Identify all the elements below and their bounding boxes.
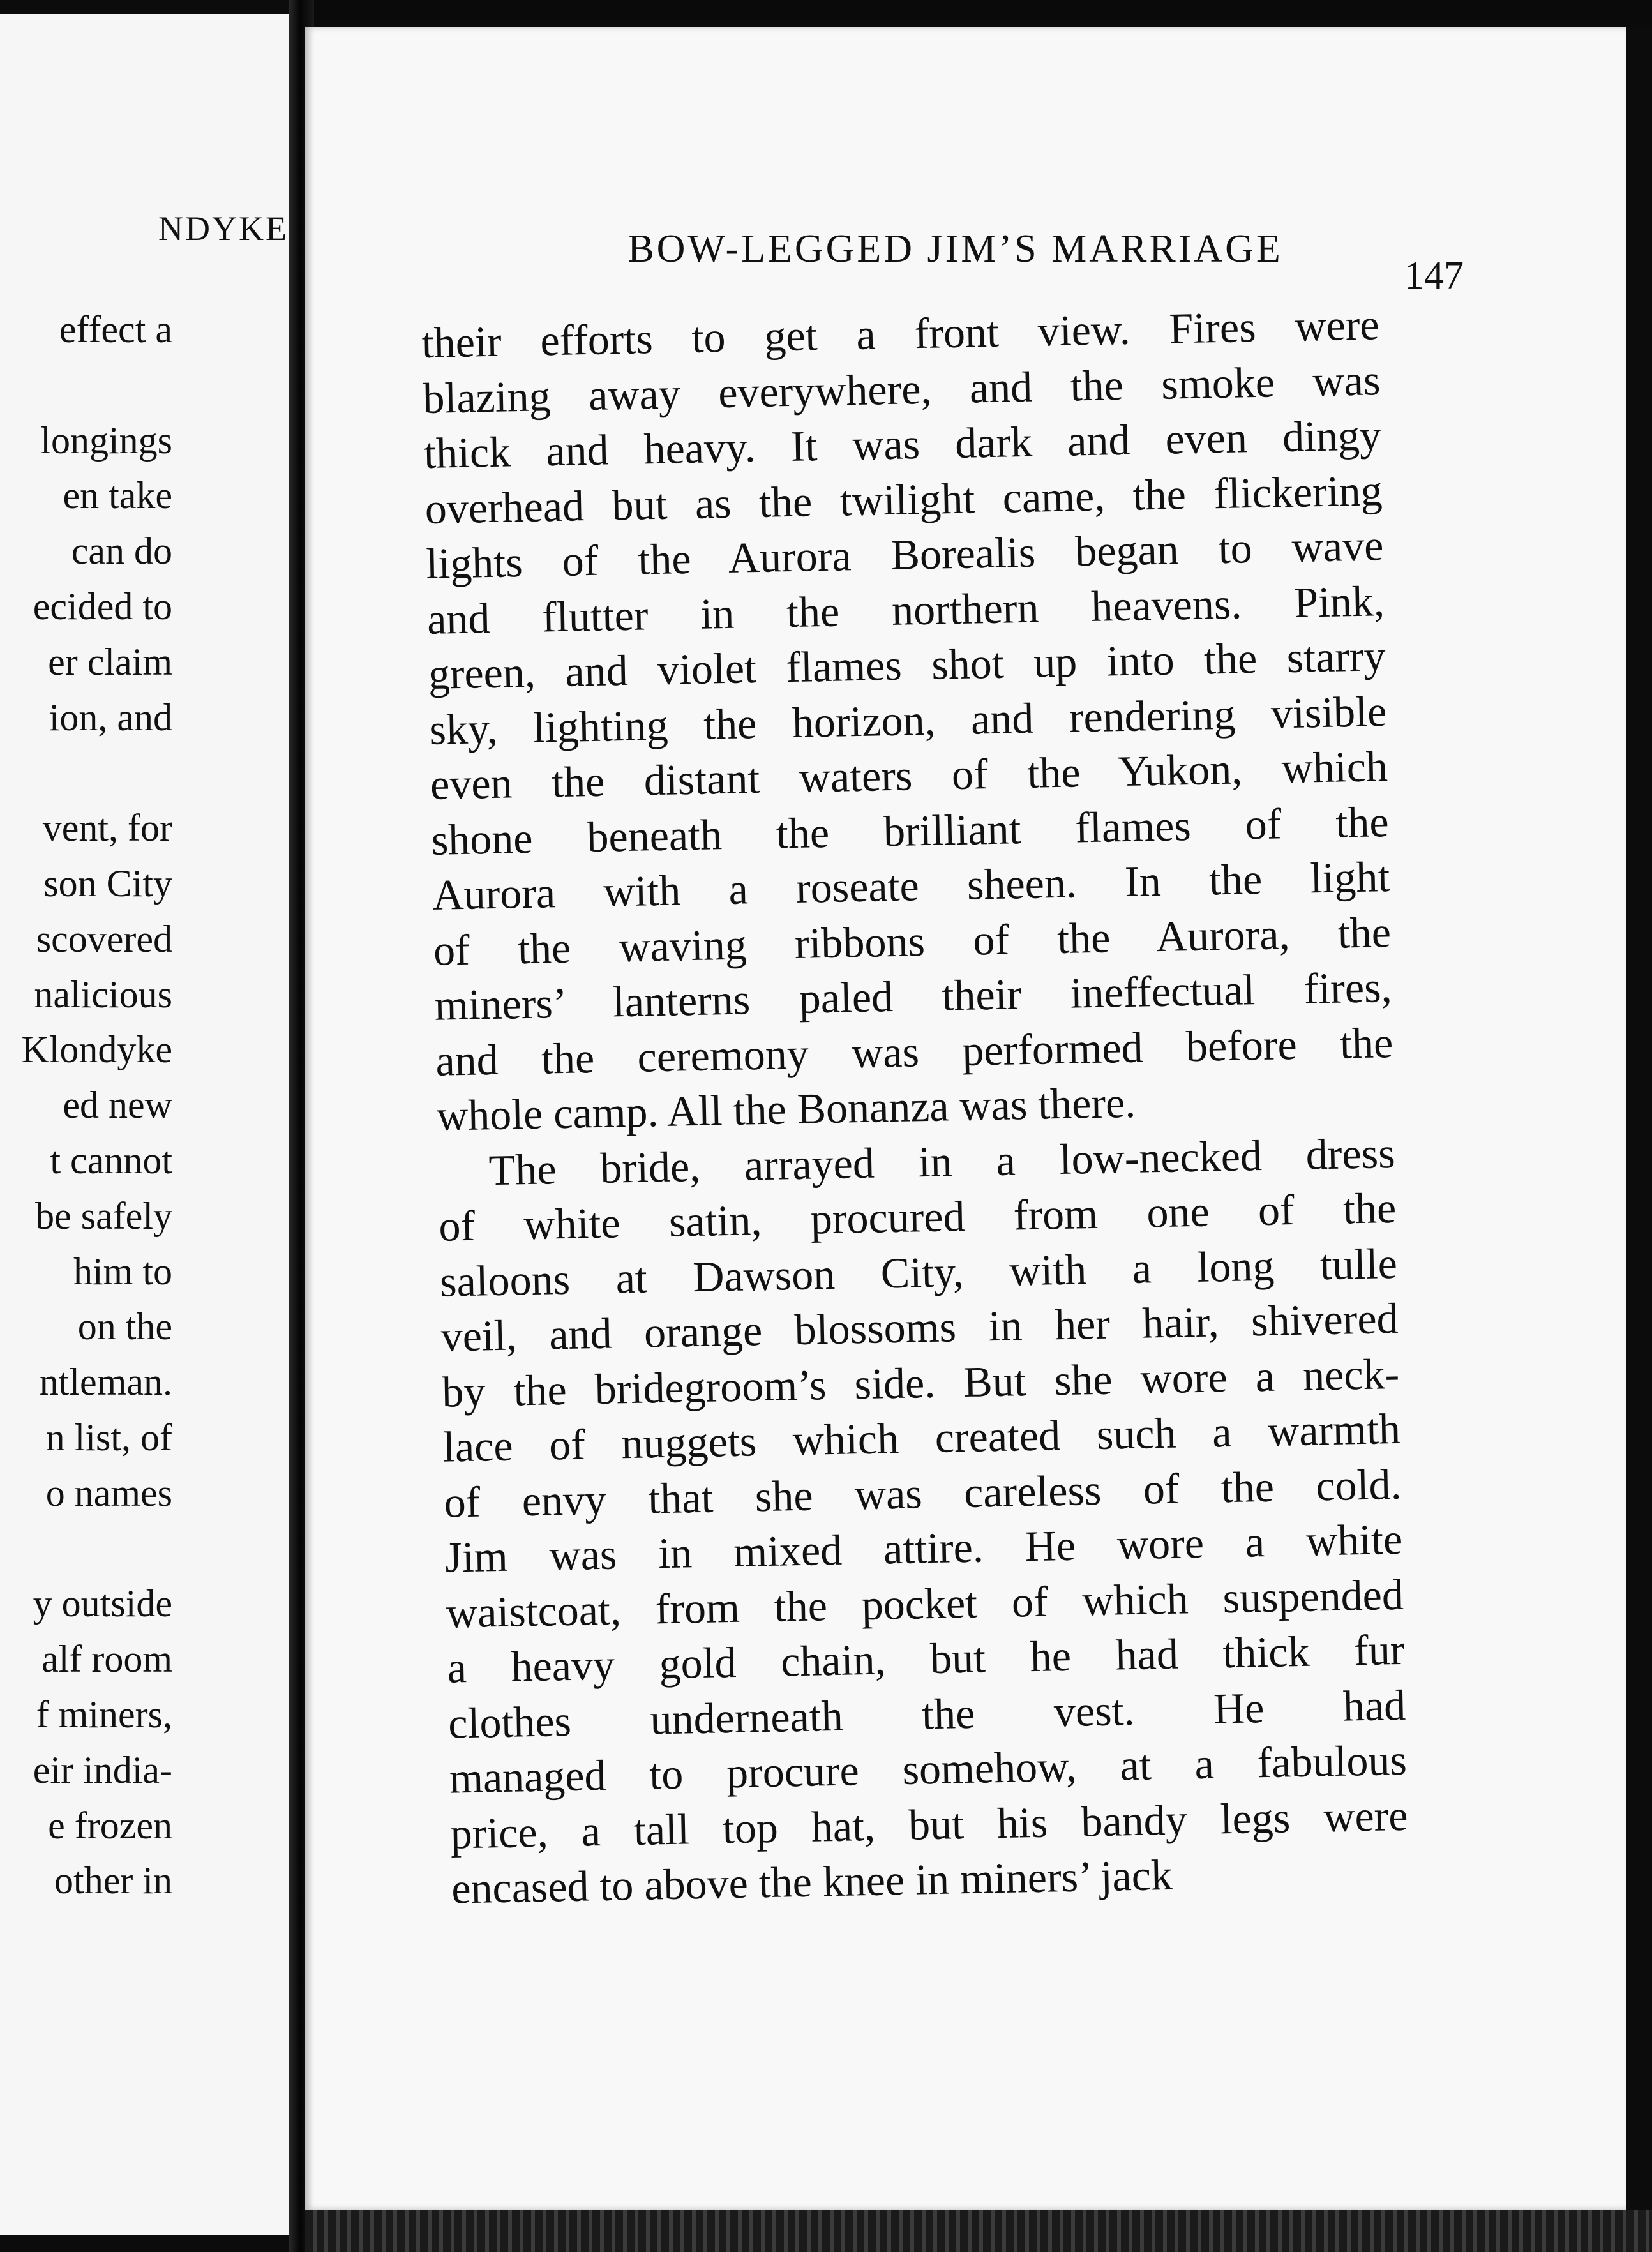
left-text-line: y outside (33, 1582, 172, 1625)
text-line: price, a tall top hat, but his bandy legs were (449, 1790, 1409, 1858)
text-line: lace of nuggets which created such a warmth (442, 1404, 1401, 1471)
right-page (305, 27, 1626, 2210)
left-text-line: longings (40, 419, 172, 462)
left-text-line: him to (73, 1250, 172, 1293)
text-line: a heavy gold chain, but he had thick fur (446, 1625, 1406, 1692)
text-line: their efforts to get a front view. Fires were (421, 300, 1380, 367)
left-text-line: be safely (35, 1194, 172, 1237)
left-text-line: eir india- (33, 1748, 172, 1791)
text-line: encased to above the knee in miners’ jack (451, 1850, 1173, 1913)
text-line: and flutter in the northern heavens. Pink, (426, 576, 1385, 643)
left-text-line: scovered (36, 917, 172, 960)
text-line: miners’ lanterns paled their ineffectual fires, (434, 963, 1393, 1030)
left-text-line: er claim (48, 640, 172, 683)
text-line: of the waving ribbons of the Aurora, the (433, 907, 1392, 975)
text-line: Jim was in mixed attire. He wore a white (444, 1514, 1403, 1582)
text-line: veil, and orange blossoms in her hair, shivered (440, 1293, 1399, 1361)
left-text-line: alf room (41, 1638, 172, 1681)
text-line: shone beneath the brilliant flames of the (431, 797, 1390, 864)
text-line: even the distant waters of the Yukon, which (430, 742, 1388, 809)
left-text-line: on the (77, 1305, 172, 1348)
page-number: 147 (1404, 254, 1464, 297)
left-text-line: t cannot (50, 1139, 172, 1182)
left-text-line: o names (45, 1471, 172, 1514)
text-line: of white satin, procured from one of the (438, 1183, 1397, 1250)
left-text-line: e frozen (48, 1804, 172, 1847)
text-line: whole camp. All the Bonanza was there. (436, 1077, 1136, 1140)
text-line: overhead but as the twilight came, the flickering (424, 465, 1383, 533)
body-text (421, 297, 1409, 1916)
text-line: The bride, arrayed in a low-necked dress (488, 1128, 1396, 1194)
scan-top-border (305, 0, 1652, 27)
left-text-line: ecided to (33, 585, 172, 627)
text-line: managed to procure somehow, at a fabulous (449, 1735, 1408, 1803)
left-text-line: other in (54, 1859, 172, 1902)
left-text-line: n list, of (45, 1416, 172, 1459)
left-text-line: can do (71, 530, 172, 573)
text-line: waistcoat, from the pocket of which suspended (446, 1570, 1404, 1637)
left-text-line: ed new (63, 1084, 172, 1127)
left-text-line: ntleman. (39, 1361, 172, 1404)
left-text-line: son City (43, 862, 172, 905)
left-text-line: en take (63, 474, 172, 517)
left-text-line: nalicious (34, 973, 172, 1016)
left-text-line: vent, for (42, 807, 172, 850)
text-line: of envy that she was careless of the cold. (443, 1459, 1402, 1527)
text-line: saloons at Dawson City, with a long tulle (439, 1238, 1398, 1306)
scan-bottom-border (305, 2210, 1652, 2252)
text-line: thick and heavy. It was dark and even dingy (423, 410, 1382, 477)
left-text-line: effect a (59, 308, 172, 350)
text-line: and the ceremony was performed before the (435, 1017, 1393, 1085)
left-text-line: ion, and (49, 696, 172, 739)
left-text-line: Klondyke (21, 1028, 172, 1071)
left-page (0, 14, 289, 2235)
text-line: blazing away everywhere, and the smoke was (422, 355, 1381, 423)
text-line: Aurora with a roseate sheen. In the light (432, 852, 1390, 919)
text-line: green, and violet flames shot up into the starry (428, 631, 1386, 698)
text-line: sky, lighting the horizon, and rendering visible (428, 686, 1387, 754)
left-text-line: f miners, (36, 1693, 172, 1736)
text-line: clothes underneath the vest. He had (447, 1680, 1406, 1748)
running-head: BOW-LEGGED JIM’S MARRIAGE (627, 227, 1283, 271)
text-line: by the bridegroom’s side. But she wore a neck- (441, 1349, 1400, 1416)
left-running-head: NDYKE (158, 209, 289, 248)
text-line: lights of the Aurora Borealis began to wave (425, 521, 1384, 588)
